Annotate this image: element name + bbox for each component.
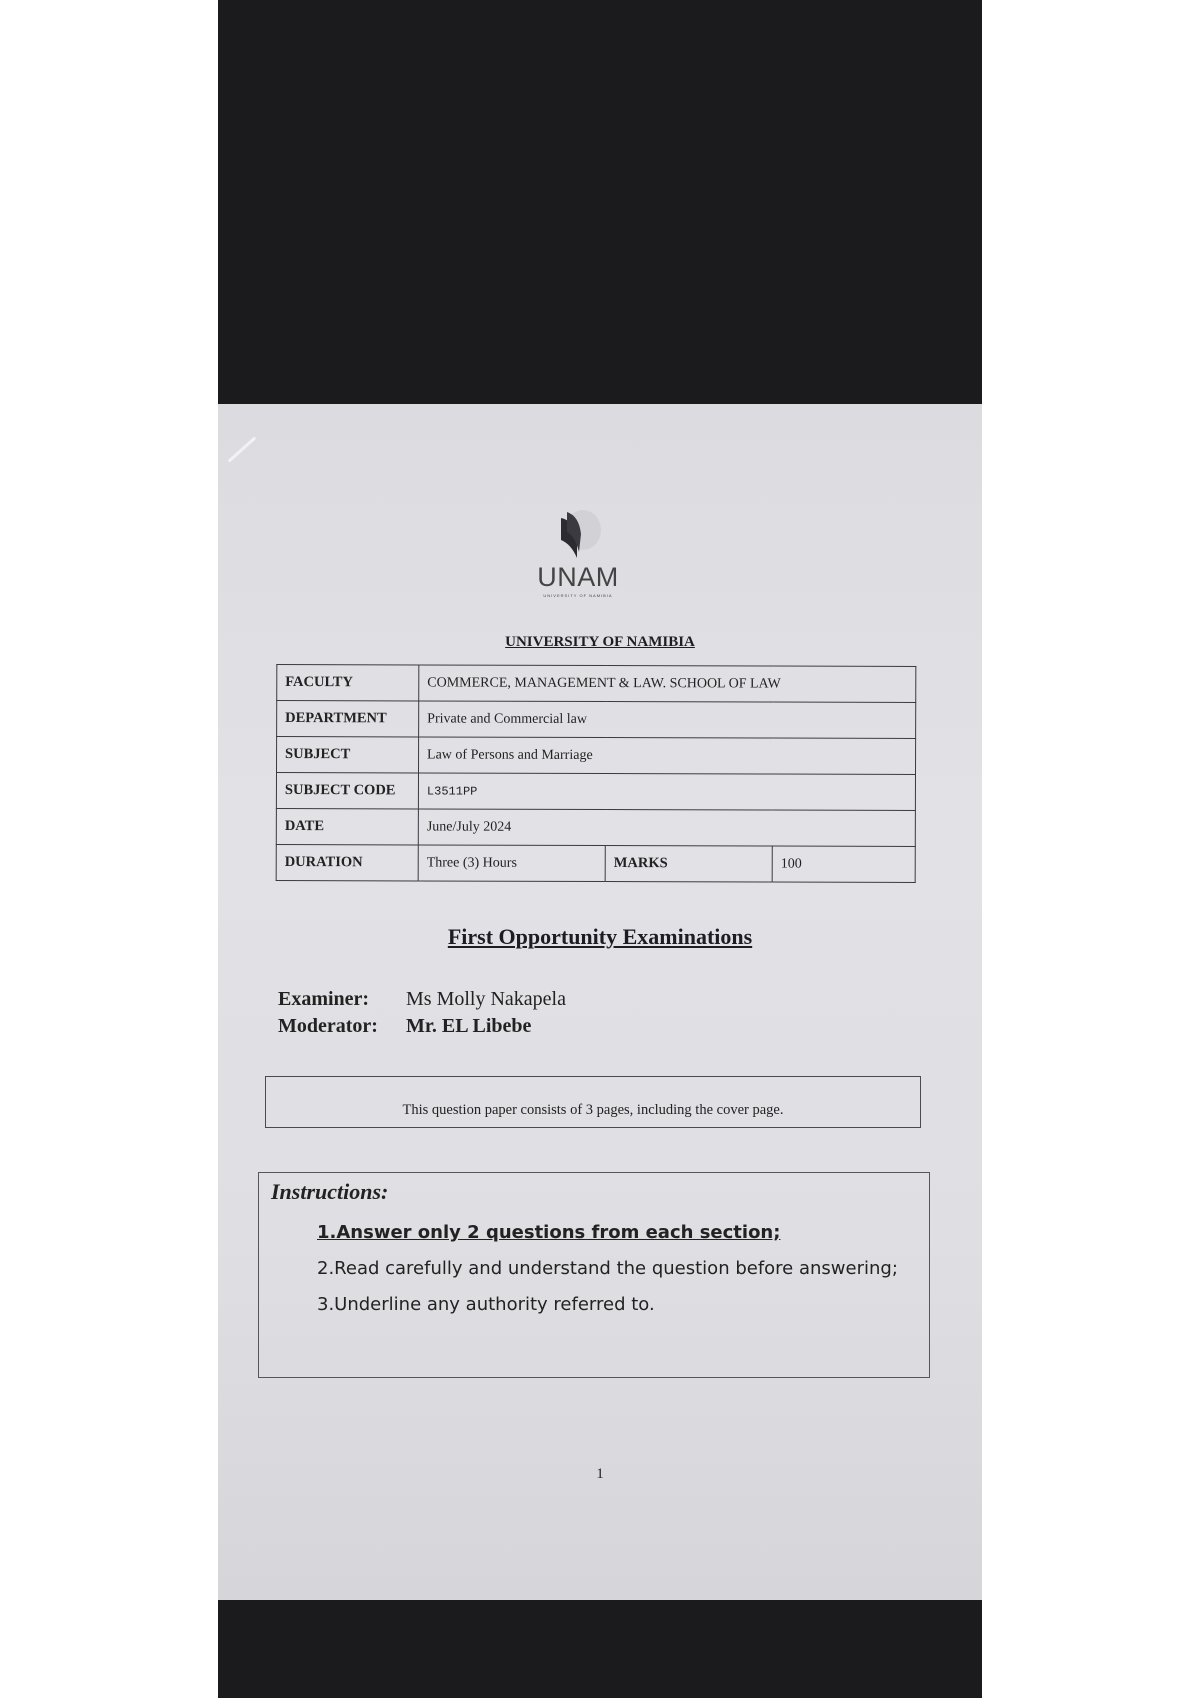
instructions-title: Instructions: <box>271 1179 389 1204</box>
moderator-label: Moderator: <box>278 1015 378 1037</box>
table-row <box>276 844 915 882</box>
table-row <box>277 736 916 774</box>
duration-label: DURATION <box>276 844 418 880</box>
date-label: DATE <box>276 808 418 844</box>
instructions-list <box>317 1215 898 1323</box>
faculty-label: FACULTY <box>277 664 419 700</box>
instruction-3: 3.Underline any authority referred to. <box>317 1294 655 1315</box>
table-row <box>276 808 915 846</box>
subject-code-value: L3511PP <box>418 773 915 811</box>
department-label: DEPARTMENT <box>277 700 419 736</box>
marks-label: MARKS <box>605 846 772 883</box>
exam-title: First Opportunity Examinations <box>447 924 753 949</box>
examiner-name: Ms Molly Nakapela <box>406 988 566 1010</box>
list-item <box>317 1215 898 1251</box>
date-value: June/July 2024 <box>418 809 915 847</box>
duration-value: Three (3) Hours <box>418 845 605 882</box>
table-row <box>277 700 916 738</box>
logo-wordmark: UNAM <box>537 562 619 592</box>
university-name: UNIVERSITY OF NAMIBIA <box>505 634 695 650</box>
examiner-block <box>278 986 566 1040</box>
logo-tagline: UNIVERSITY OF NAMIBIA <box>543 593 613 598</box>
department-value: Private and Commercial law <box>419 701 916 739</box>
table-row <box>277 664 916 702</box>
list-item <box>317 1251 898 1287</box>
book-emblem-icon <box>553 508 603 560</box>
page-number: 1 <box>596 1466 604 1482</box>
instructions-box <box>258 1172 930 1378</box>
list-item <box>317 1287 898 1323</box>
subject-label: SUBJECT <box>277 736 419 772</box>
instruction-1: 1.Answer only 2 questions from each section; <box>317 1222 781 1243</box>
page-count-note: This question paper consists of 3 pages, including the cover page. <box>265 1076 921 1128</box>
examiner-label: Examiner: <box>278 988 370 1010</box>
faculty-value: COMMERCE, MANAGEMENT & LAW. SCHOOL OF LAW <box>419 665 916 703</box>
exam-info-table <box>276 664 917 883</box>
table-row <box>276 772 915 810</box>
subject-value: Law of Persons and Marriage <box>419 737 916 775</box>
exam-cover-page <box>218 404 982 1600</box>
subject-code-label: SUBJECT CODE <box>276 772 418 808</box>
moderator-name: Mr. EL Libebe <box>406 1015 532 1037</box>
staple <box>228 436 257 462</box>
unam-logo <box>518 508 638 598</box>
marks-value: 100 <box>772 846 915 882</box>
photo-background <box>218 0 982 1698</box>
instruction-2: 2.Read carefully and understand the question before answering; <box>317 1258 898 1279</box>
